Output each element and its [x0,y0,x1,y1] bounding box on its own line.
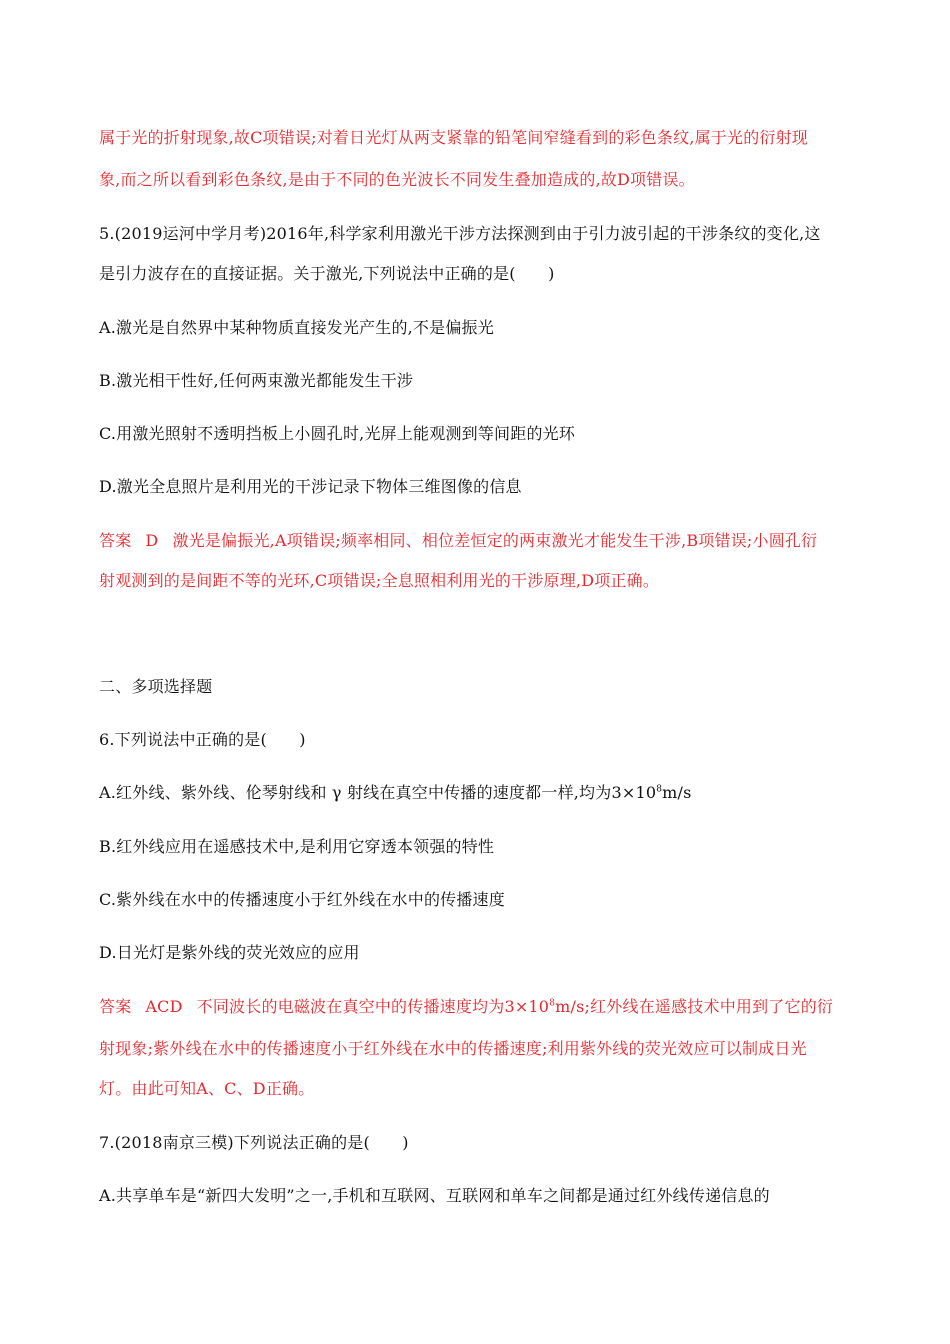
q6-answer-line-3: 灯。由此可知A、C、D正确。 [99,1079,315,1098]
q5-answer-text-1: 激光是偏振光,A项错误;频率相同、相位差恒定的两束激光才能发生干涉,B项错误;小圆孔衍 [172,531,818,550]
q5-answer-line-1 [99,531,869,551]
q6-answer-key: ACD [145,997,183,1016]
q6-option-a-text: A.红外线、紫外线、伦琴射线和 γ 射线在真空中传播的速度都一样,均为3×10 [99,783,657,802]
q6-option-d: D.日光灯是紫外线的荧光效应的应用 [99,943,360,962]
q6-answer-label: 答案 [99,997,132,1016]
q6-answer-line-2: 射现象;紫外线在水中的传播速度小于红外线在水中的传播速度;利用紫外线的荧光效应可以制成日光 [99,1039,807,1058]
prev-answer-line-1: 属于光的折射现象,故C项错误;对着日光灯从两支紧靠的铅笔间窄缝看到的彩色条纹,属于光的衍射现 [99,128,809,147]
q7-stem: 7.(2018南京三模)下列说法正确的是( ) [99,1133,409,1152]
q5-answer-line-2: 射观测到的是间距不等的光环,C项错误;全息照相利用光的干涉原理,D项正确。 [99,571,660,590]
q5-answer-label: 答案 [99,531,132,550]
q5-option-b: B.激光相干性好,任何两束激光都能发生干涉 [99,371,414,390]
q7-option-a: A.共享单车是“新四大发明”之一,手机和互联网、互联网和单车之间都是通过红外线传递信息的 [99,1186,770,1205]
q6-stem: 6.下列说法中正确的是( ) [99,730,306,749]
section-heading: 二、多项选择题 [99,677,213,696]
q6-option-a-exponent: 8 [656,784,663,795]
q5-option-c: C.用激光照射不透明挡板上小圆孔时,光屏上能观测到等间距的光环 [99,424,576,443]
q6-answer-exponent: 8 [549,998,556,1009]
q6-answer-text-1b: m/s;红外线在遥感技术中用到了它的衍 [555,997,834,1016]
q5-stem-line-2: 是引力波存在的直接证据。关于激光,下列说法中正确的是( ) [99,264,555,283]
q6-option-c: C.紫外线在水中的传播速度小于红外线在水中的传播速度 [99,890,505,909]
q5-option-d: D.激光全息照片是利用光的干涉记录下物体三维图像的信息 [99,477,522,496]
q6-answer-line-1 [99,997,869,1017]
q6-answer-text-1: 不同波长的电磁波在真空中的传播速度均为3×10 [196,997,550,1016]
q5-stem-line-1: 5.(2019运河中学月考)2016年,科学家利用激光干涉方法探测到由于引力波引起的干涉条纹的变化,这 [99,224,821,243]
q6-option-a [99,783,869,803]
q6-option-b: B.红外线应用在遥感技术中,是利用它穿透本领强的特性 [99,837,495,856]
q5-answer-key: D [145,531,159,550]
q6-option-a-unit: m/s [662,783,692,802]
q5-option-a: A.激光是自然界中某种物质直接发光产生的,不是偏振光 [99,318,494,337]
prev-answer-line-2: 象,而之所以看到彩色条纹,是由于不同的色光波长不同发生叠加造成的,故D项错误。 [99,170,695,189]
